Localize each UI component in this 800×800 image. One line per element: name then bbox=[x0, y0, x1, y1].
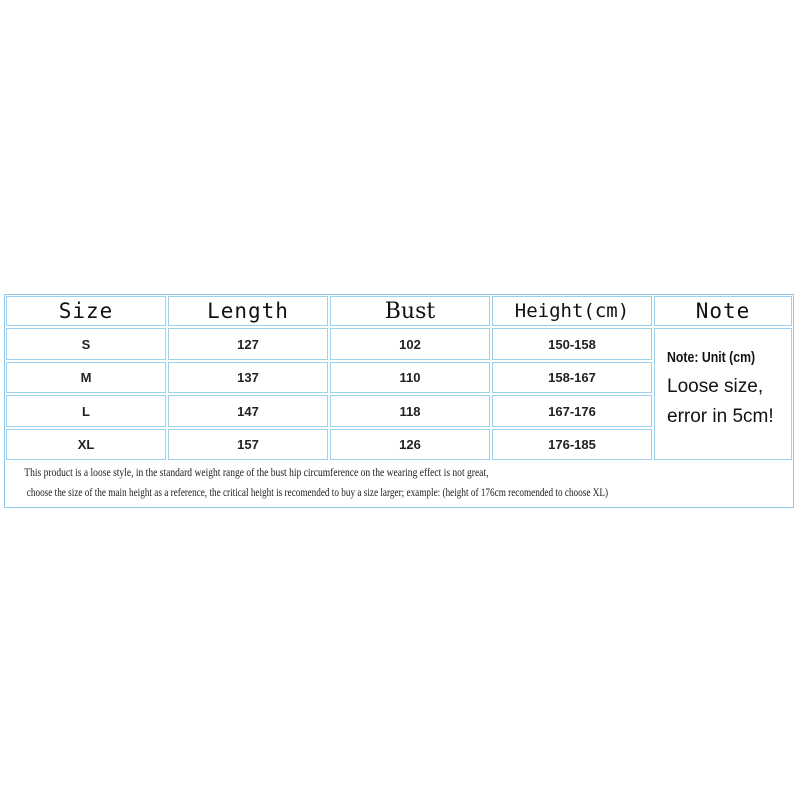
cell-size: XL bbox=[6, 429, 166, 460]
cell-length: 137 bbox=[168, 362, 328, 393]
cell-height: 176-185 bbox=[492, 429, 652, 460]
note-error-text: error in 5cm! bbox=[667, 406, 774, 427]
header-length: Length bbox=[168, 296, 328, 326]
cell-height: 150-158 bbox=[492, 328, 652, 360]
header-height: Height(cm) bbox=[492, 296, 652, 326]
header-size: Size bbox=[6, 296, 166, 326]
cell-length: 157 bbox=[168, 429, 328, 460]
size-chart-table bbox=[4, 294, 794, 508]
note-loose-size-text: Loose size, bbox=[667, 376, 764, 397]
cell-bust: 126 bbox=[330, 429, 490, 460]
cell-height: 158-167 bbox=[492, 362, 652, 393]
cell-length: 147 bbox=[168, 395, 328, 427]
cell-bust: 110 bbox=[330, 362, 490, 393]
cell-length: 127 bbox=[168, 328, 328, 360]
cell-size: M bbox=[6, 362, 166, 393]
cell-bust: 102 bbox=[330, 328, 490, 360]
cell-size: L bbox=[6, 395, 166, 427]
note-unit-text: Note: Unit (cm) bbox=[667, 349, 756, 366]
header-bust: Bust bbox=[330, 296, 490, 326]
cell-size: S bbox=[6, 328, 166, 360]
cell-bust: 118 bbox=[330, 395, 490, 427]
header-note: Note bbox=[654, 296, 792, 326]
cell-height: 167-176 bbox=[492, 395, 652, 427]
footnote-line: This product is a loose style, in the standard weight range of the bust hip circumference on the wearing effect is not great, bbox=[24, 467, 489, 479]
footnote-line: choose the size of the main height as a reference, the critical height is recomended to buy a size larger; example: (height of 176cm recomended to choose XL) bbox=[26, 487, 609, 499]
footnote bbox=[6, 459, 792, 506]
note-cell bbox=[654, 328, 792, 460]
